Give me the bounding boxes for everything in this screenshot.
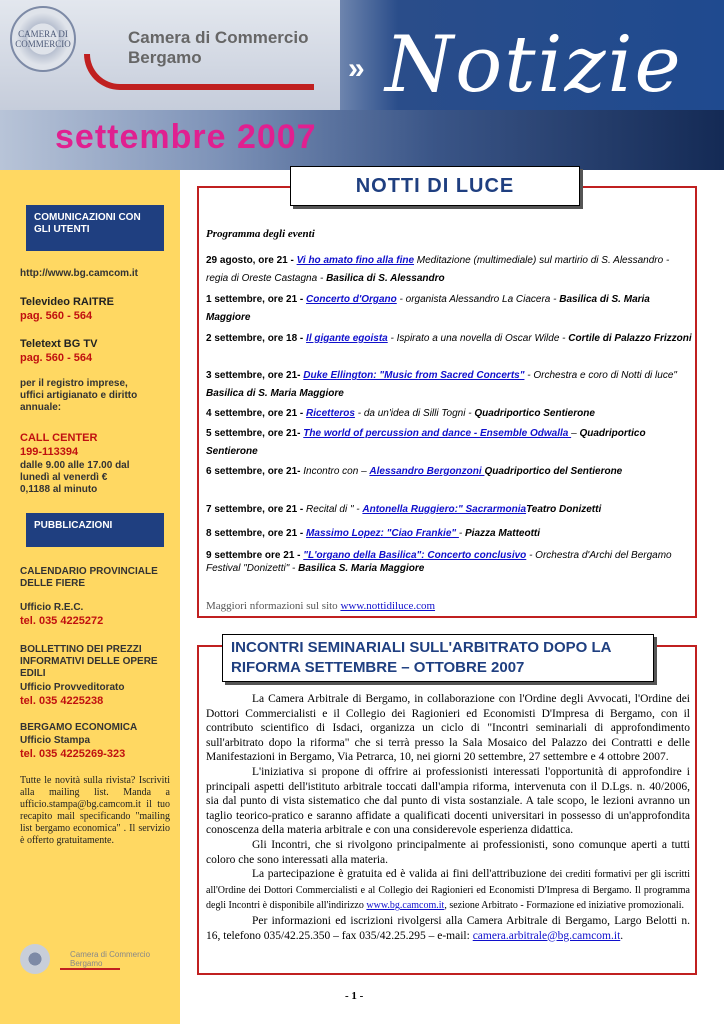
arbitrato-title: INCONTRI SEMINARIALI SULL'ARBITRATO DOPO LA RIFORMA SETTEMBRE – OTTOBRE 2007 [222,634,654,682]
call-center-number: 199-113394 [20,446,79,458]
event-date: 8 settembre, ore 21 - [206,528,307,539]
email-link[interactable]: camera.arbitrale@bg.camcom.it [472,929,621,942]
event-date: 1 settembre, ore 21 - [206,294,307,305]
event-link[interactable]: Duke Ellington: "Music from Sacred Concerts" [303,370,525,381]
event-place: Basilica S. Maria Maggiore [298,563,425,574]
article-paragraph: L'iniziativa si propone di offrire ai professionisti interessati l'opportunità di approfondire i principali aspetti dell'istituto arbitrale toccati dall'ampia riforma, intervenuta con il D.Lgs. n. 40/2006, sia dal punto di vista sistematico che dal punto di vista sostanziale. A tale scopo, le lezioni avranno un taglio teorico-pratico e saranno affidate a qualificati docenti universitari in possesso di un'approfondita conoscenza della materia arbitrale e con una considerevole esperienza didattica. [206,765,690,837]
event-place: Quadriportico del Sentierone [484,466,623,477]
org-line1: Camera di Commercio [128,28,309,47]
sidebar-url[interactable]: http://www.bg.camcom.it [20,268,138,279]
call-center-hours: dalle 9.00 alle 17.00 dal lunedì al venerdì € 0,1188 al minuto [20,460,130,495]
arbitrato-article [206,692,690,943]
org-line2: Bergamo [128,48,202,67]
article-paragraph [206,914,690,943]
article-link[interactable]: www.bg.camcom.it [366,900,445,912]
tv1-label: Televideo RAITRE [20,296,114,308]
notti-title: NOTTI DI LUCE [290,166,580,206]
event-desc: - organista Alessandro La Ciacera - [396,294,560,305]
event-desc: Recital di " - [306,504,363,515]
more-info-link[interactable]: www.nottidiluce.com [340,600,436,612]
footer-logo-line2: Bergamo [70,959,103,968]
footer-logo-line1: Camera di Commercio [70,950,151,959]
article-paragraph: Gli Incontri, che si rivolgono principalmente ai professionisti, sono comunque aperti a tutti coloro che sono interessati alla materia. [206,838,690,866]
article-paragraph: La Camera Arbitrale di Bergamo, in collaborazione con l'Ordine degli Avvocati, l'Ordine dei Dottori Commercialisti e il Collegio dei Ragionieri ed Economisti D'Impresa di Bergamo, con il contributo scientifico di Isdaci, organizza un ciclo di "Incontri seminariali di approfondimento sull'arbitrato dopo la riforma" che si terrà presso la Sala Mosaico del Palazzo dei Contratti e delle Manifestazioni in Bergamo, Via Petrarca, 10, nei giorni 20 settembre, 27 settembre e 4 ottobre 2007. [206,693,690,764]
event-date: 2 settembre, ore 18 - [206,333,307,344]
swoosh-small-icon [60,964,120,970]
swoosh-icon [84,54,314,90]
tv2-pages: pag. 560 - 564 [20,352,93,364]
event-date: 9 settembre ore 21 - [206,550,304,561]
event-desc: Incontro con – [303,466,370,477]
event-link[interactable]: Il gigante egoista [306,333,388,344]
event-item [206,525,692,543]
seal-icon [20,944,50,974]
event-link[interactable]: Vi ho amato fino alla fine [296,255,415,266]
mailing-note: Tutte le novità sulla rivista? Iscriviti alla mailing list. Manda a ufficio.stampa@bg.camcom.it il tuo recapito mail specificando "mailing list bergamo economica" . Il servizio è offerto gratuitamente. [20,775,170,846]
event-place: Quadriportico Sentierone [474,408,595,419]
event-link[interactable]: Massimo Lopez: "Ciao Frankie" [306,528,459,539]
pub3-office: Ufficio Stampa [20,735,91,746]
program-heading: Programma degli eventi [206,228,315,240]
event-desc: - Ispirato a una novella di Oscar Wilde - [387,333,569,344]
event-item [206,367,692,402]
tv2-label: Teletext BG TV [20,338,98,350]
issue-date: settembre 2007 [55,118,317,156]
event-item [206,425,692,460]
article-text: dei crediti formativi per gli iscritti all'Ordine dei Dottori Commercialisti e al Collegio dei Ragionieri ed Economisti D'Impresa di Bergamo. Il programma degli Incontri è disponibile all'indirizzo [206,869,690,912]
arrows-icon: » [348,52,365,85]
pub3-phone: tel. 035 4225269-323 [20,748,126,760]
event-desc: – [571,428,580,439]
event-item [206,465,692,478]
pub1-phone: tel. 035 4225272 [20,615,104,627]
event-link[interactable]: Ricetteros [306,408,355,419]
event-item [206,501,692,519]
pub1-title: CALENDARIO PROVINCIALE DELLE FIERE [20,566,158,589]
pub1-office: Ufficio R.E.C. [20,602,84,613]
event-desc: - [458,528,466,539]
event-item [206,330,692,348]
event-date: 6 settembre, ore 21- [206,466,304,477]
event-place: Cortile di Palazzo Frizzoni [568,333,692,344]
tv1-pages: pag. 560 - 564 [20,310,93,322]
sidebar-box-comunicazioni: COMUNICAZIONI CON GLI UTENTI [26,205,164,251]
event-place: Basilica di S. Maria Maggiore [206,294,650,323]
article-text: La partecipazione è gratuita ed è valida ai fini dell'attribuzione [252,868,550,881]
event-item [206,405,692,423]
event-desc: Meditazione (multimediale) sul martirio di S. Alessandro - regia di Oreste Castagna - [206,255,670,284]
article-text: , sezione Arbitrato - Formazione ed iniziative promozionali. [444,900,684,912]
event-place: Basilica di S. Maria Maggiore [206,387,344,399]
call-center-label: CALL CENTER [20,432,98,444]
more-info [206,600,435,612]
event-date: 7 settembre, ore 21 - [206,504,307,515]
event-item [206,252,692,287]
event-link[interactable]: Antonella Ruggiero:" Sacrarmonia [362,504,527,515]
event-date: 4 settembre, ore 21 - [206,408,307,419]
page-number: - 1 - [345,990,364,1002]
article-paragraph [206,867,690,914]
sidebar-box-pubblicazioni: PUBBLICAZIONI [26,513,164,547]
event-link[interactable]: The world of percussion and dance - Ensemble Odwalla [303,428,572,439]
pub3-title: BERGAMO ECONOMICA [20,722,138,733]
registro-text: per il registro imprese, uffici artigianato e diritto annuale: [20,378,138,413]
brand-title: Notizie [385,20,683,110]
event-link[interactable]: Concerto d'Organo [306,294,397,305]
event-place: Quadriportico Sentierone [206,428,646,457]
event-date: 29 agosto, ore 21 - [206,255,297,266]
more-info-text: Maggiori nformazioni sul sito [206,600,341,612]
event-place: Piazza Matteotti [465,528,541,539]
event-desc: - Orchestra e coro di Notti di luce" [524,370,677,381]
event-desc: - Orchestra d'Archi del Bergamo Festival "Donizetti" - [206,550,672,574]
event-place: Basilica di S. Alessandro [326,272,445,284]
event-link[interactable]: Alessandro Bergonzoni [369,466,485,477]
seal-logo [10,6,76,72]
pub2-phone: tel. 035 4225238 [20,695,104,707]
article-text: . [620,929,624,942]
event-desc: - da un'idea di Silli Togni - [354,408,475,419]
event-place: Teatro Donizetti [526,504,602,515]
article-text: Per informazioni ed iscrizioni rivolgersi alla Camera Arbitrale di Bergamo, Largo Belotti n. 16, telefono 035/42.25.350 – fax 035/42.25.295 – e-mail: [206,914,690,942]
event-date: 5 settembre, ore 21- [206,428,304,439]
event-link[interactable]: "L'organo della Basilica": Concerto conclusivo [303,550,527,561]
event-item [206,549,692,575]
pub2-title: BOLLETTINO DEI PREZZI INFORMATIVI DELLE OPERE EDILI [20,644,158,679]
masthead [0,0,724,110]
pub2-office: Ufficio Provveditorato [20,682,125,693]
footer-logo [20,944,160,974]
seal-text: CAMERA DI COMMERCIO [15,29,71,49]
event-date: 3 settembre, ore 21- [206,370,304,381]
event-item [206,291,692,326]
